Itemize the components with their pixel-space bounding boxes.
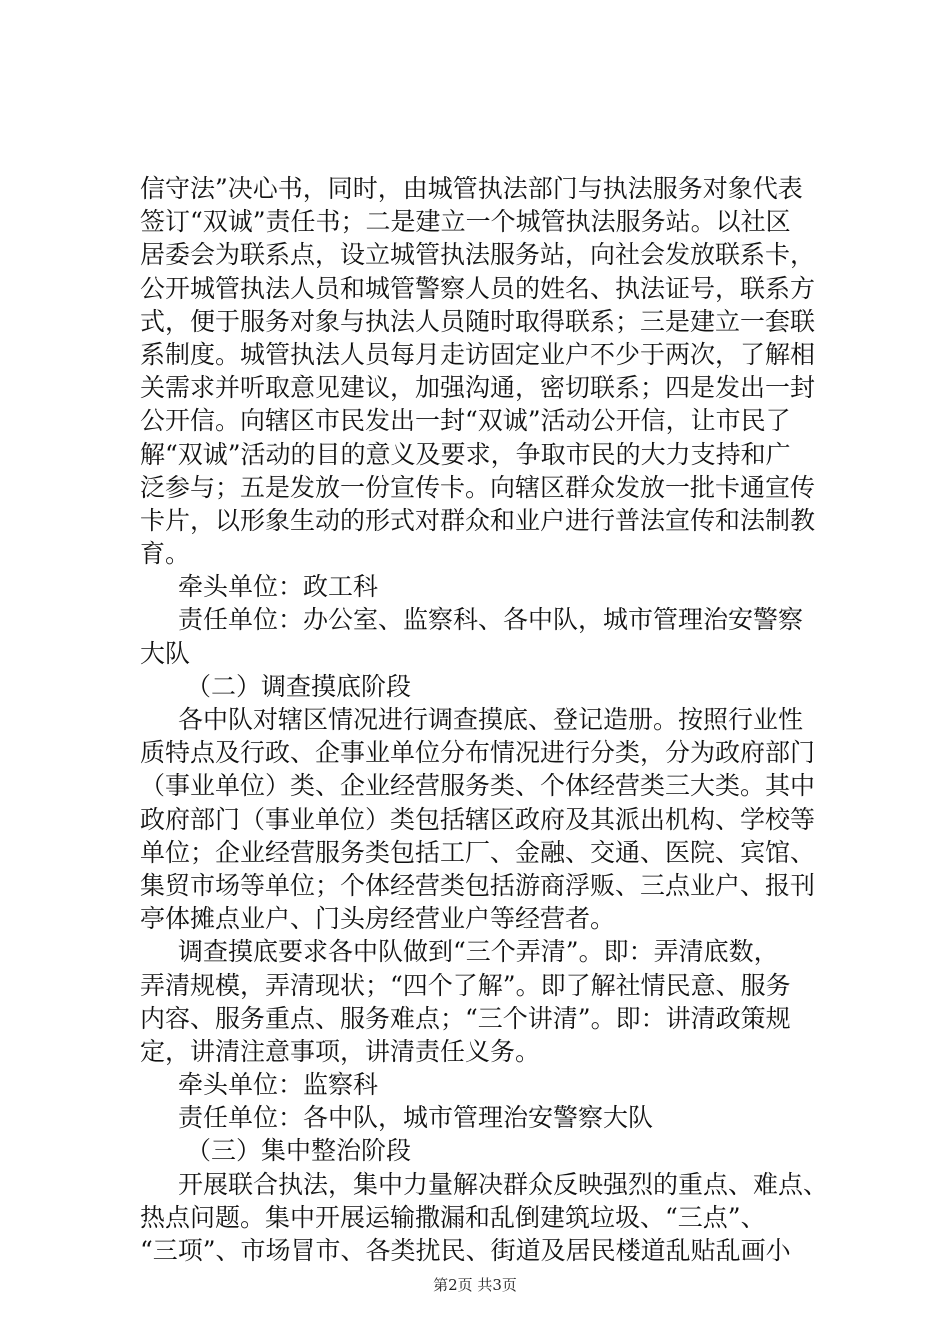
document-body	[140, 172, 830, 1267]
text-line: 单位；企业经营服务类包括工厂、金融、交通、医院、宾馆、	[140, 837, 816, 867]
text-line: 定，讲清注意事项，讲清责任义务。	[140, 1036, 541, 1066]
section-heading: （二）调查摸底阶段	[186, 671, 412, 701]
page-footer	[0, 1275, 950, 1295]
text-line: 调查摸底要求各中队做到“三个弄清”。即：弄清底数，	[178, 937, 779, 967]
section-heading: （三）集中整治阶段	[186, 1136, 412, 1166]
text-line: 公开信。向辖区市民发出一封“双诚”活动公开信，让市民了	[140, 406, 791, 436]
lead-unit-line: 牵头单位：政工科	[178, 572, 379, 602]
text-line: 内容、服务重点、服务难点；“三个讲清”。即：讲清政策规	[140, 1003, 791, 1033]
text-line: 弄清规模，弄清现状；“四个了解”。即了解社情民意、服务	[140, 970, 791, 1000]
text-line: 各中队对辖区情况进行调查摸底、登记造册。按照行业性	[178, 705, 804, 734]
text-line: 政府部门（事业单位）类包括辖区政府及其派出机构、学校等	[140, 804, 816, 834]
text-line: 式，便于服务对象与执法人员随时取得联系；三是建立一套联	[140, 306, 816, 336]
text-line: 开展联合执法，集中力量解决群众反映强烈的重点、难点、	[178, 1169, 829, 1199]
text-line: 签订“双诚”责任书；二是建立一个城管执法服务站。以社区	[140, 207, 791, 237]
text-line: 解“双诚”活动的目的意义及要求，争取市民的大力支持和广	[140, 439, 791, 469]
text-line: 亭体摊点业户、门头房经营业户等经营者。	[140, 904, 616, 934]
text-line: 大队	[140, 638, 191, 668]
text-line: “三项”、市场冒市、各类扰民、街道及居民楼道乱贴乱画小	[140, 1236, 791, 1265]
page-number: 第2页 共3页	[433, 1276, 517, 1294]
text-line: 泛参与；五是发放一份宣传卡。向辖区群众发放一批卡通宣传	[140, 472, 816, 502]
lead-unit-line: 牵头单位：监察科	[178, 1070, 379, 1100]
text-line: 热点问题。集中开展运输撒漏和乱倒建筑垃圾、“三点”、	[140, 1202, 766, 1232]
responsible-unit-line: 责任单位：办公室、监察科、各中队，城市管理治安警察	[178, 605, 804, 635]
text-line: 卡片，以形象生动的形式对群众和业户进行普法宣传和法制教	[140, 505, 816, 535]
text-line: 信守法”决心书，同时，由城管执法部门与执法服务对象代表	[140, 174, 803, 203]
text-line: 关需求并听取意见建议，加强沟通，密切联系；四是发出一封	[140, 373, 816, 403]
text-line: 居委会为联系点，设立城管执法服务站，向社会发放联系卡，	[140, 240, 816, 270]
text-line: 质特点及行政、企事业单位分布情况进行分类，分为政府部门	[140, 738, 816, 768]
text-line: （事业单位）类、企业经营服务类、个体经营类三大类。其中	[140, 771, 816, 801]
text-line: 公开城管执法人员和城管警察人员的姓名、执法证号，联系方	[140, 273, 816, 303]
text-line: 系制度。城管执法人员每月走访固定业户不少于两次，了解相	[140, 339, 816, 369]
text-line: 育。	[140, 539, 191, 569]
responsible-unit-line: 责任单位：各中队，城市管理治安警察大队	[178, 1103, 654, 1133]
text-line: 集贸市场等单位；个体经营类包括游商浮贩、三点业户、报刊	[140, 870, 816, 900]
